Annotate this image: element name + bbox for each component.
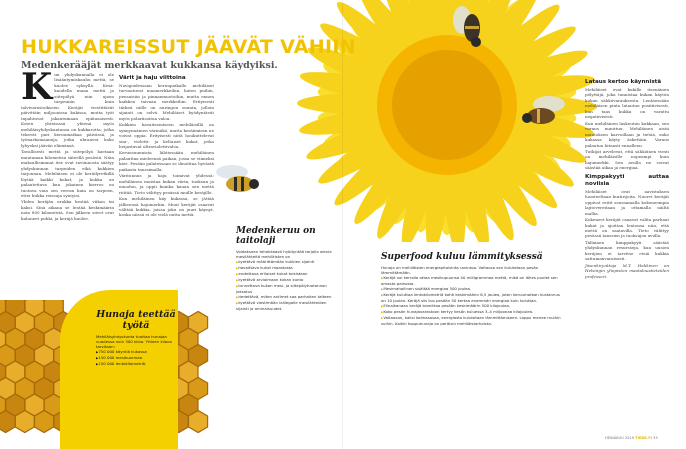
- author-byline: Jäsenkirjoittaja M.T. Hakkinen on Helsingin yliopiston maataloustieteiden professori.: [585, 262, 669, 279]
- issue-label: HEINÄKUU 2019: [605, 436, 634, 440]
- honeycomb-cell: [189, 411, 208, 433]
- body-paragraph: Kun mehiläinen laskeutuu kukkaan, sen varaus muuttuu. Mehiläinen aistii muutoksen karvoillaan ja tietää, onko kukassa käyty äskettäin. Varaus palautuu hitaasti ennalleen.: [585, 120, 669, 148]
- body-paragraph: Tutkijat arvelevat, että sähköinen viesti on mehiläisille nopeampi kuin hajumerkki. Sen avulla ne voivat säästää aikaa ja energiaa.: [585, 148, 669, 171]
- list-item: ▶ tunnettava kukan mesi- ja siitepölytuotannon jaksotus: [236, 283, 333, 294]
- sunflower-core: [392, 50, 502, 160]
- article-subtitle: Medenkerääjät merkkaavat kukkansa käydyiksi.: [21, 60, 278, 71]
- honey-route-card: [228, 218, 341, 449]
- bee-icon: [452, 4, 492, 48]
- list-item: ▶ kyettävä viestimään laillegolle mesilähteiden sijainti ja ominaisuudet.: [236, 300, 333, 311]
- bee-icon: [210, 160, 270, 200]
- page-footer: [605, 436, 658, 440]
- list-item: ▶ Mesimahallinen sisältää energiaa 500 joulea.: [381, 286, 566, 292]
- energy-card: [371, 242, 576, 449]
- list-item: ▶ Valtaosan, kaksi kolmasosaa, energiasta kulutetaan lämmittämiseen. Loppu menee muihin suihin. Kaikki kuppuhunaja on peräisin mehiläistarhoista.: [381, 315, 566, 326]
- list-item: ▶ erotettava erilaiset kukat toisistaan: [236, 271, 333, 277]
- list-item: ▶ Koko pesän hunajavarastoon kertyy kesän kuluessa 3–4 miljoonaa kilojoulea.: [381, 309, 566, 315]
- list-item: ▶ tiedettävä, miten antimet saa parhaiten talteen: [236, 294, 333, 300]
- fact-box-title: Hunaja teettää työtä: [96, 309, 176, 331]
- list-item: ▶ havaittava kukat maastosta: [236, 265, 333, 271]
- list-item: ▶ 150 000 mesikuormaa: [96, 355, 176, 361]
- body-paragraph: Kokeneet keräjät osaavat valita parhaat kukat ja ajoittaa lentonsa niin, että mettä on saatavilla. Tieto välittyy pesässä tanssien ja tuoksujen avulla.: [585, 217, 669, 239]
- card-list: [381, 275, 566, 326]
- section-heading: Lataus kertoo käynnistä: [585, 79, 662, 85]
- drop-cap: K: [21, 66, 53, 108]
- card-title: Superfood kuluu lämmityksessä: [381, 252, 543, 262]
- text-column-2: [119, 72, 214, 219]
- section-heading: Kimppakyyti auttaa noviisia: [585, 173, 669, 187]
- article-title: HUKKAREISSUT JÄÄVÄT VÄHIIN: [21, 36, 356, 58]
- body-paragraph: Kun mehiläinen käy kukassa, se jättää jälkeensä hajumerkin. Muut keräjät osaavat välttää kukkia, joissa joku on juuri käynyt, koska niissä ei ole vielä uutta mettä.: [119, 196, 214, 218]
- honey-fact-box: [60, 290, 178, 449]
- page-fold: [342, 0, 343, 449]
- section-heading: Värit ja haju viittoina: [119, 75, 186, 81]
- list-item: ▶ Keräjä voi kerralla ottaa mesikupuunsa 40 milligrammaa mettä, mikä on lähes puolet sen omasta painosta.: [381, 275, 566, 286]
- page-number: 35: [653, 436, 658, 440]
- list-item: ▶ Keräjä kuluttaa lentokilometriä kohti keskimäärin 6,5 joulea, joten keruumatkan kustannus on 10 joulea. Keräjä siis tuo pesään 50 kertaa enemmän energiaa kuin kuluttaa.: [381, 292, 566, 303]
- body-paragraph: Keruusuunnista lähtiessään mehiläinen palauttaa mieleensä paikan, jossa se viimeksi kävi. Pesään palatessaan se ilmoittaa hyvästä paikasta tanssimalla.: [119, 150, 214, 172]
- body-paragraph: Mehiläiset ovat aavistuksen luonteeltaan kuriirijoita. Nuoret keräjät oppivat reitit seuraamalla kokeneempia lajitovereitaan ja ottamalla näiltä mallia.: [585, 188, 669, 216]
- card-intro: Hunaja on mehiläisten energiapitoisinta ravintoa. Valtaosa sen kulutetaan pesän lämmittämään.: [381, 265, 539, 275]
- body-paragraph: Navigoidessaan keruupaikalle mehiläiset turvautuvat maamerkkeihin, kuten puihin, pensaisiin ja pinnanmuotoihin, mutta ennen kaikkea taivaan merkkeihin. Erityisesti tärkeä niille on auringon suunta, jolloin sijainti on selvä. Mehiläiset hyödyntävät myös polariisoitua valoa.: [119, 83, 214, 121]
- body-paragraph: Mehiläiset ovat kukille itsenäinen pölyttäjä, joka tunnistaa kukan käytön kukan sähkövarauksesta. Lentäessään mehiläisen pinta latautuu positiivisesti, kun taas kukka on varattu negatiivisesti.: [585, 87, 669, 120]
- body-paragraph: Väritunnus ja haju toimivat yhdessä: mehiläinen muistaa kukan värin, tuoksun ja muodon, ja oppii kuinka kauan sen mettä riittää. Tieto välittyy pesässä muille keräjille.: [119, 173, 214, 195]
- card-list: [236, 259, 333, 311]
- list-item: ▶ 150 000 lentokilometriä.: [96, 361, 176, 367]
- intro-paragraph: un yhdyskunnalla ei ole lisääntymiskauhu mettä, se kuolee syksyllä. Kesäkaudella maan mettä ja siitepölyä niin ajaen tarpeiniin kuin talvivarastoikseen. Keräjät viestittävät päivittäin miljoonissa kukissa, mutta työt tapahtuvat jakautumaan epätasaisesti. Koten yhteisissä yhtenä myös mehiläisyhdyskuntansa on kukkarotta, jotka tekevät pari keruumatkaa päivässä, ja työnarkomaaneja, jotka uhraavat koko lyhyeksi jäävän elämänsä.: [21, 72, 114, 148]
- list-item: ▶ kyettävä määrittämään kukkien sijainti: [236, 259, 333, 265]
- honeycomb-cell: [35, 411, 54, 433]
- body-paragraph: Yhden keräjän urakka kestää viikon tai kaksi. Sinä aikana se lentää keskimäärin noin 800 kilometriä. Sen jälkeen siivet ovat kuluneet puhki, ja keräjä kuolee.: [21, 199, 114, 221]
- fact-box-list: [96, 349, 176, 367]
- card-title: Medenkeruu on taitolaji: [236, 226, 316, 246]
- body-paragraph: Kukkien havaitsemiseen mehiläisillä on synnynnäinen värinäkö, mutta keräämisen ne voivat oppia. Erityisesti niitä houkuttelevat sini-, violetti- ja keltaiset kukat, jotka heijastavat ultraviolettivaloa.: [119, 122, 214, 149]
- fact-box-intro: Mehiläisyhdyskunta tuottaa hunajaa vuodessa noin 300 kiloa. Yhteen kiloon tarvitaan:: [96, 334, 173, 349]
- honeycomb-cell: [15, 411, 34, 433]
- honey-fact-content: [96, 310, 176, 367]
- brand-label: TIEDE.FI: [635, 436, 652, 440]
- list-item: ▶ kyettävä arvioimaan kukan kunto: [236, 277, 333, 283]
- bee-icon: [515, 92, 569, 132]
- list-item: ▶ Elinaikanaan keräjä toimittaa pesään keskimäärin 500 kilojoulea.: [381, 303, 566, 309]
- body-paragraph: Tällainen kimppakyyti säästää yhdyskunnan resursseja, kun uusien keräjien ei tarvitse etsiä kukkia sattumanvaraisesti.: [585, 239, 669, 262]
- body-paragraph: Tavallisesti mettä ja siitepölyä haetaan muutaman kilometrin säteellä pesästä. Näin maksullisimmat itse ovat raviinnosta säätyy yhdyskunnan tarpeiden eikä kukkien tarjonnan. Mehiläisen ei ole keräilyretkillä löytää kaikki kukat, ja kukka on palautettava kun jokainen kierros on tuotava vain sen verran kuin on tarpeen, ettei hukka reissuja syntyisi.: [21, 149, 114, 198]
- text-column-3: [585, 76, 669, 280]
- text-column-1: [21, 66, 114, 222]
- list-item: ▶ 750 000 käyntiä kukassa: [96, 349, 176, 355]
- card-intro: Voidakseen tehokkaasti hyödyntää tarjolla olevia mesilähteitä mehiläisten on: [236, 249, 332, 259]
